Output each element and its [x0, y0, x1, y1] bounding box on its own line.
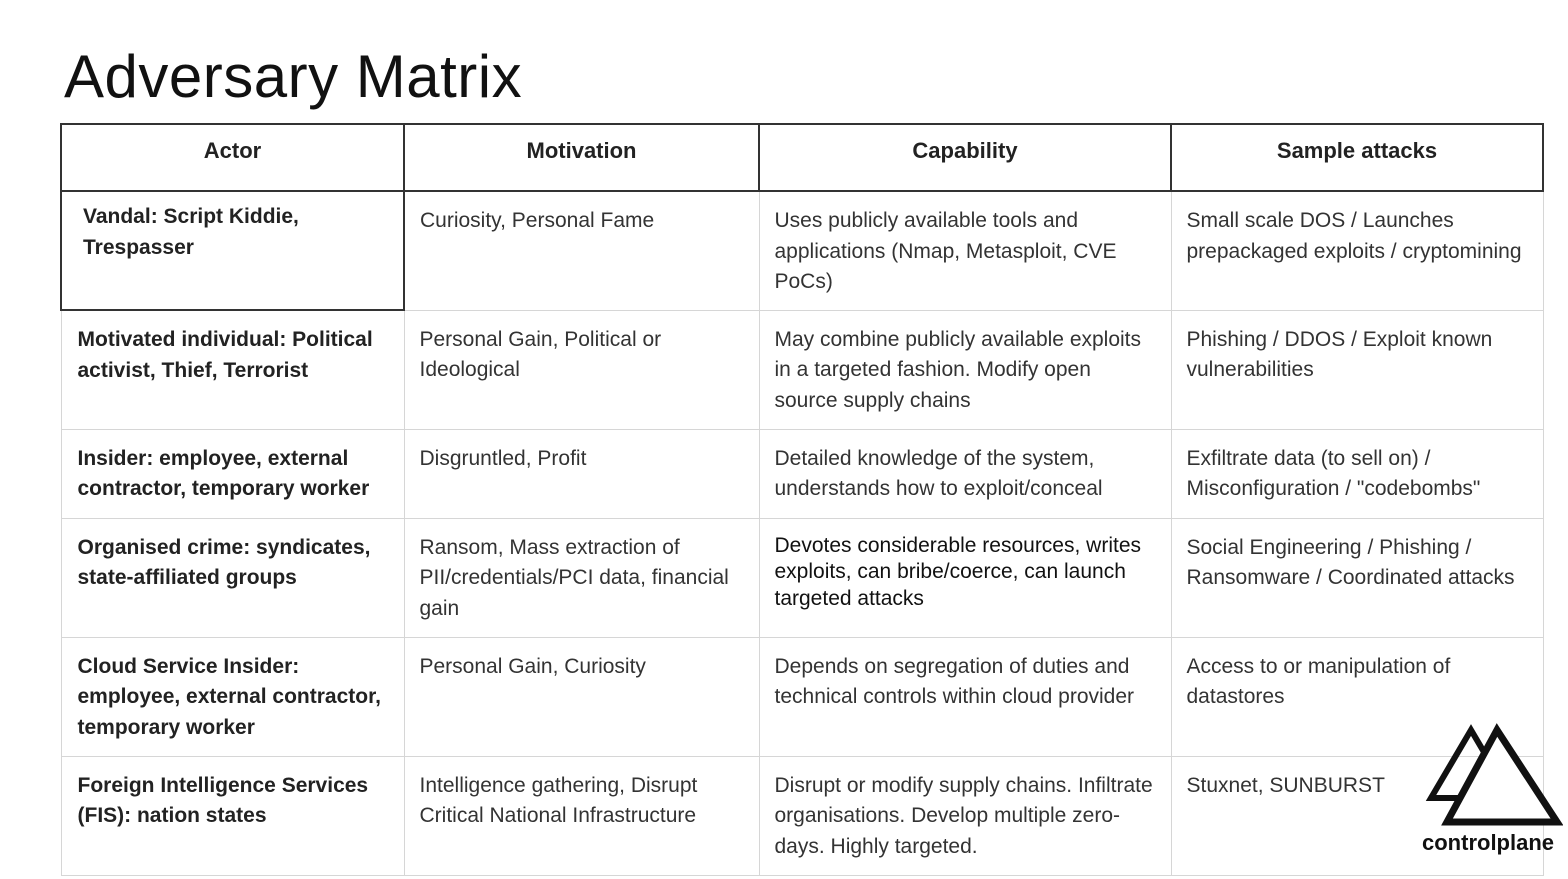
sample-attacks-cell: Phishing / DDOS / Exploit known vulnerabilities: [1171, 310, 1543, 429]
motivation-cell: Intelligence gathering, Disrupt Critical National Infrastructure: [404, 756, 759, 875]
sample-attacks-cell: Exfiltrate data (to sell on) / Misconfiguration / "codebombs": [1171, 429, 1543, 518]
logo-wordmark: controlplane: [1422, 830, 1555, 855]
table-row: [61, 756, 1543, 875]
sample-attacks-cell: Access to or manipulation of datastores: [1171, 637, 1543, 756]
column-header-motivation: Motivation: [404, 124, 759, 191]
motivation-cell: Curiosity, Personal Fame: [404, 191, 759, 310]
actor-cell: Insider: employee, external contractor, temporary worker: [61, 429, 404, 518]
capability-cell: Depends on segregation of duties and technical controls within cloud provider: [759, 637, 1171, 756]
table-row: [61, 518, 1543, 637]
capability-cell: Disrupt or modify supply chains. Infiltrate organisations. Develop multiple zero-days. Highly targeted.: [759, 756, 1171, 875]
table-row: [61, 429, 1543, 518]
table-row: [61, 310, 1543, 429]
table-row: [61, 191, 1543, 310]
actor-cell: Foreign Intelligence Services (FIS): nation states: [61, 756, 404, 875]
capability-cell: Detailed knowledge of the system, understands how to exploit/conceal: [759, 429, 1171, 518]
table-header-row: [61, 124, 1543, 191]
sample-attacks-cell: Social Engineering / Phishing / Ransomware / Coordinated attacks: [1171, 518, 1543, 637]
capability-cell: Uses publicly available tools and applications (Nmap, Metasploit, CVE PoCs): [759, 191, 1171, 310]
table-row: [61, 637, 1543, 756]
column-header-capability: Capability: [759, 124, 1171, 191]
actor-cell: Organised crime: syndicates, state-affiliated groups: [61, 518, 404, 637]
motivation-cell: Ransom, Mass extraction of PII/credentials/PCI data, financial gain: [404, 518, 759, 637]
controlplane-triangles-logo-icon: [1423, 722, 1563, 830]
actor-cell: Cloud Service Insider: employee, external contractor, temporary worker: [61, 637, 404, 756]
sample-attacks-cell: Stuxnet, SUNBURST: [1171, 756, 1543, 875]
adversary-matrix-table: [60, 123, 1544, 876]
motivation-cell: Personal Gain, Political or Ideological: [404, 310, 759, 429]
capability-cell: Devotes considerable resources, writes exploits, can bribe/coerce, can launch targeted attacks: [759, 518, 1171, 637]
capability-cell: May combine publicly available exploits in a targeted fashion. Modify open source supply chains: [759, 310, 1171, 429]
controlplane-logo: [1420, 722, 1568, 872]
actor-cell: Vandal: Script Kiddie, Trespasser: [61, 191, 404, 310]
motivation-cell: Personal Gain, Curiosity: [404, 637, 759, 756]
page-title: Adversary Matrix: [64, 43, 523, 110]
actor-cell: Motivated individual: Political activist, Thief, Terrorist: [61, 310, 404, 429]
column-header-sample-attacks: Sample attacks: [1171, 124, 1543, 191]
column-header-actor: Actor: [61, 124, 404, 191]
motivation-cell: Disgruntled, Profit: [404, 429, 759, 518]
sample-attacks-cell: Small scale DOS / Launches prepackaged exploits / cryptomining: [1171, 191, 1543, 310]
